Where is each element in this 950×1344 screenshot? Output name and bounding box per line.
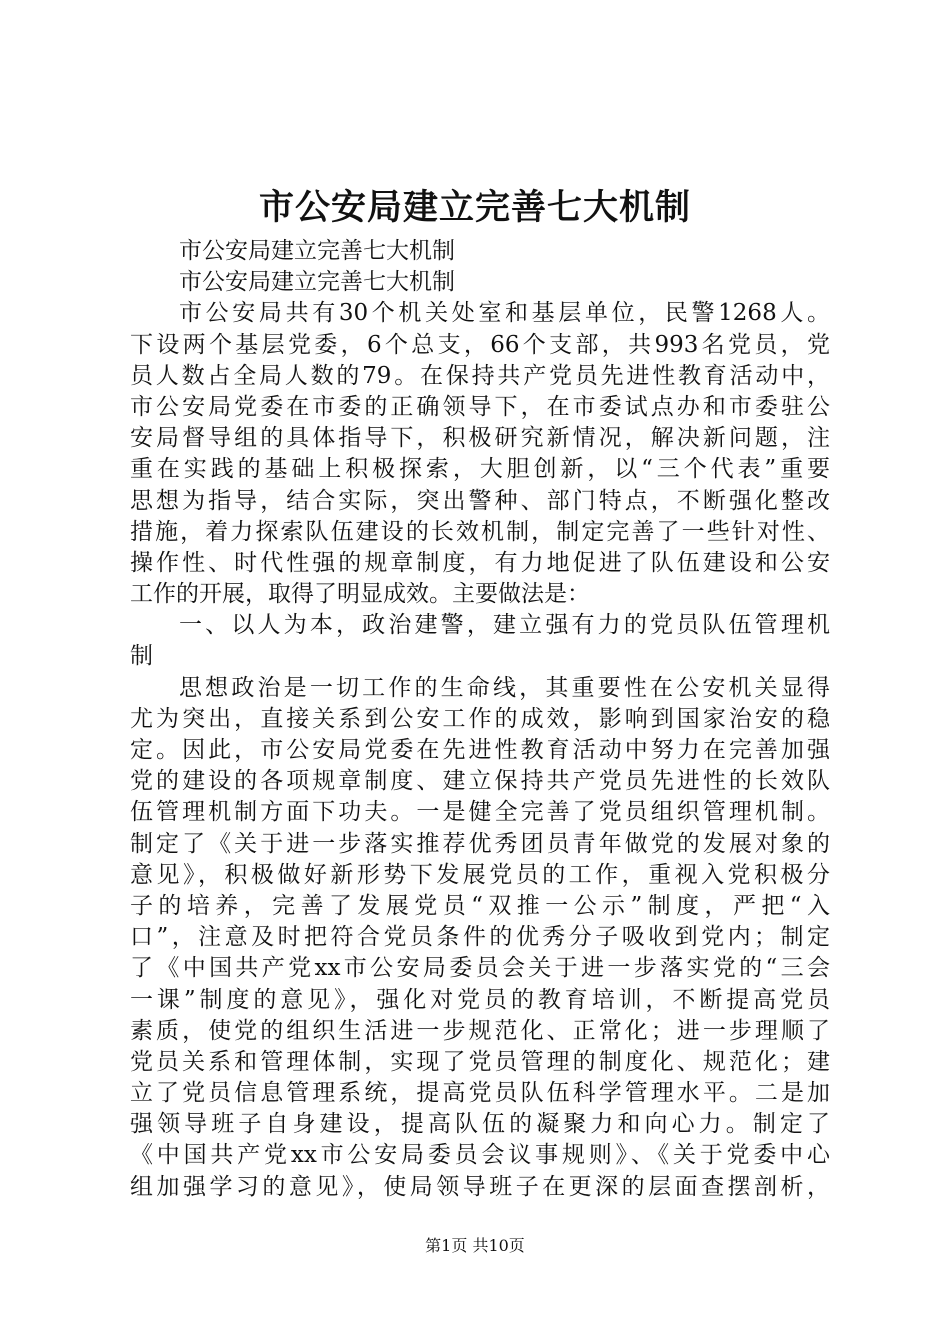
text-line: 市公安局建立完善七大机制 xyxy=(179,238,455,264)
text-line: 素质，使党的组织生活进一步规范化、正常化；进一步理顺了 xyxy=(130,1017,830,1044)
text-line: 强领导班子自身建设，提高队伍的凝聚力和向心力。制定了 xyxy=(130,1111,830,1138)
text-line: 一课”制度的意见》，强化对党员的教育培训，不断提高党员 xyxy=(130,986,830,1013)
text-line: 操作性、时代性强的规章制度，有力地促进了队伍建设和公安 xyxy=(130,549,830,576)
text-line: 口”，注意及时把符合党员条件的优秀分子吸收到党内；制定 xyxy=(130,924,830,951)
text-line: 措施，着力探索队伍建设的长效机制，制定完善了一些针对性、 xyxy=(130,518,830,545)
document-body xyxy=(130,236,830,1203)
text-line: 党员关系和管理体制，实现了党员管理的制度化、规范化；建 xyxy=(130,1048,830,1075)
page-number: 第1页 共10页 xyxy=(425,1236,525,1255)
text-line: 立了党员信息管理系统，提高党员队伍科学管理水平。二是加 xyxy=(130,1080,830,1107)
text-line: 员人数占全局人数的79。在保持共产党员先进性教育活动中， xyxy=(130,362,830,389)
text-line: 伍管理机制方面下功夫。一是健全完善了党员组织管理机制。 xyxy=(130,799,830,826)
text-line: 思想政治是一切工作的生命线，其重要性在公安机关显得 xyxy=(179,674,830,701)
section-heading-end: 制 xyxy=(130,643,153,670)
text-line: 党的建设的各项规章制度、建立保持共产党员先进性的长效队 xyxy=(130,768,830,795)
text-line: 尤为突出，直接关系到公安工作的成效，影响到国家治安的稳 xyxy=(130,705,830,732)
text-line: 市公安局建立完善七大机制 xyxy=(179,269,455,296)
text-line: 定。因此，市公安局党委在先进性教育活动中努力在完善加强 xyxy=(130,737,830,763)
text-line: 下设两个基层党委，6个总支，66个支部，共993名党员，党 xyxy=(130,331,830,358)
text-line: 组加强学习的意见》，使局领导班子在更深的层面查摆剖析， xyxy=(130,1173,830,1200)
document-title: 市公安局建立完善七大机制 xyxy=(258,187,691,228)
text-line: 思想为指导，结合实际，突出警种、部门特点，不断强化整改 xyxy=(130,487,830,514)
section-heading: 一、以人为本，政治建警，建立强有力的党员队伍管理机 xyxy=(179,612,830,639)
text-line: 安局督导组的具体指导下，积极研究新情况，解决新问题，注 xyxy=(130,425,830,452)
text-line: 子的培养，完善了发展党员“双推一公示”制度，严把“入 xyxy=(130,892,830,919)
text-line: 了《中国共产党xx市公安局委员会关于进一步落实党的“三会 xyxy=(130,955,830,982)
text-line: 工作的开展，取得了明显成效。主要做法是： xyxy=(130,581,590,608)
text-line: 市公安局共有30个机关处室和基层单位，民警1268人。 xyxy=(179,300,830,327)
text-line: 意见》，积极做好新形势下发展党员的工作，重视入党积极分 xyxy=(130,861,830,888)
text-line: 市公安局党委在市委的正确领导下，在市委试点办和市委驻公 xyxy=(130,393,830,420)
text-line: 重在实践的基础上积极探索，大胆创新，以“三个代表”重要 xyxy=(130,456,830,483)
text-line: 制定了《关于进一步落实推荐优秀团员青年做党的发展对象的 xyxy=(130,830,830,857)
text-line: 《中国共产党xx市公安局委员会议事规则》、《关于党委中心 xyxy=(130,1142,830,1169)
